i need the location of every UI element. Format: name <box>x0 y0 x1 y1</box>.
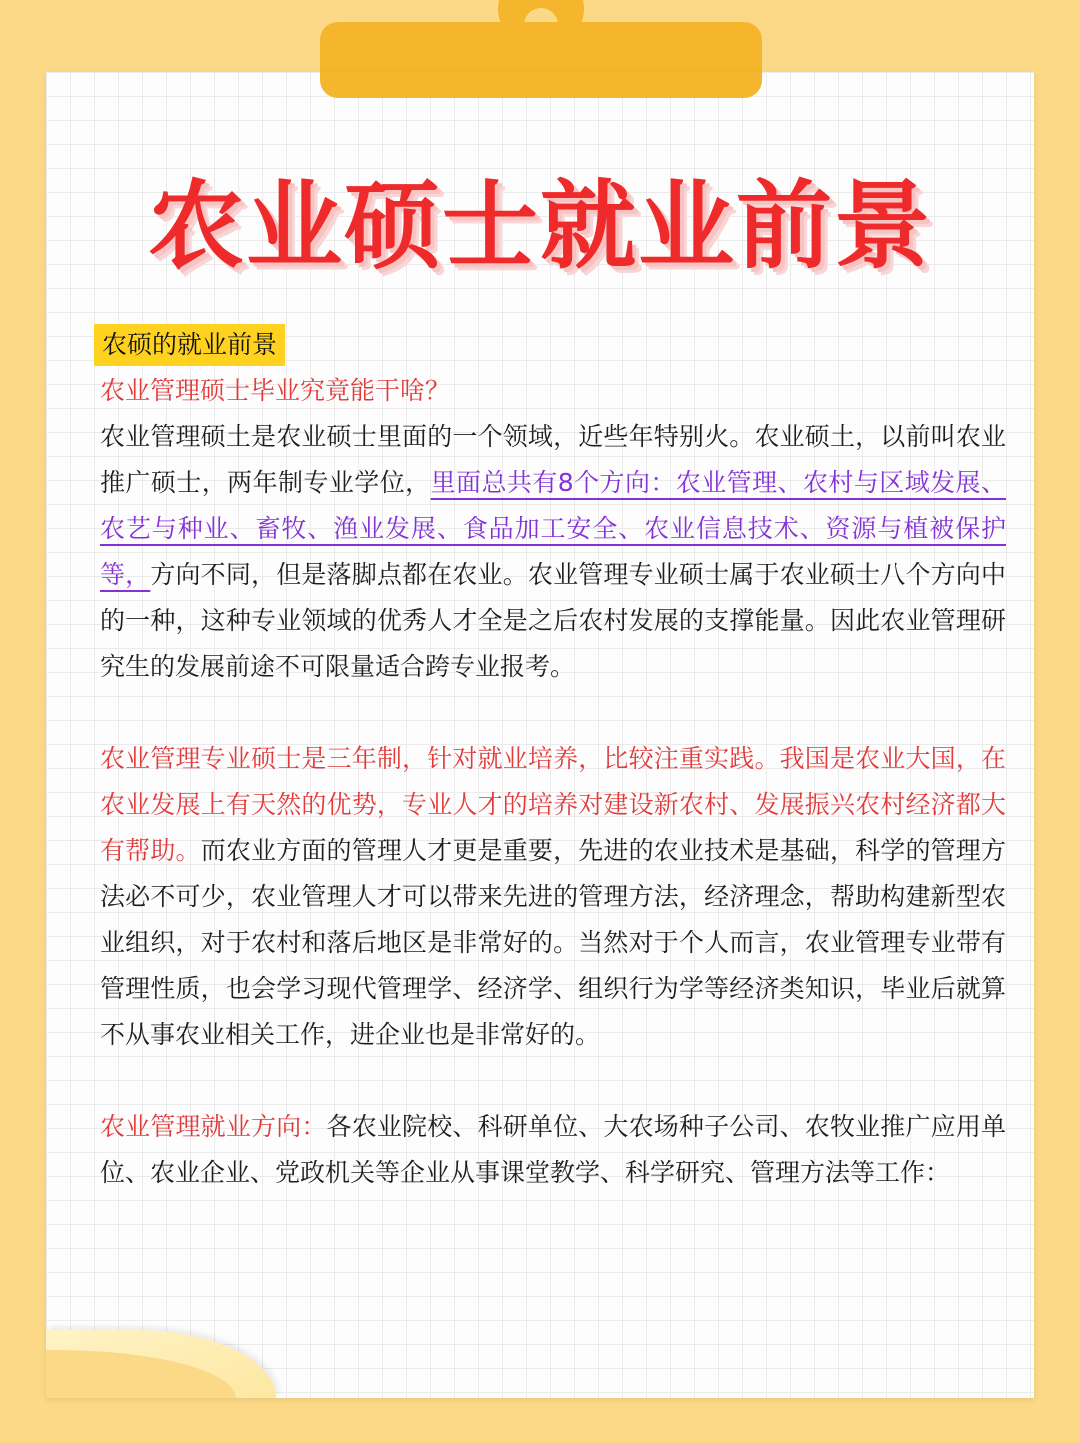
page-title: 农业硕士就业前景 <box>148 169 932 282</box>
paragraph-advantages-red: 农业管理专业硕士是三年制，针对就业培养，比较注重实践。我国是农业大国，在农业发展上有天然的优势，专业人才的培养对建设新农村、发展振兴农村经济都大有帮助。 <box>100 744 1006 865</box>
paragraph-advantages-text: 而农业方面的管理人才更是重要，先进的农业技术是基础，科学的管理方法必不可少，农业管理人才可以带来先进的管理方法，经济理念，帮助构建新型农业组织，对于农村和落后地区是非常好的。当然对于个人而言，农业管理专业带有管理性质，也会学习现代管理学、经济学、组织行为学等经济类知识，毕业后就算不从事农业相关工作，进企业也是非常好的。 <box>100 836 1006 1049</box>
directions-highlight: 里面总共有8个方向：农业管理、农村与区域发展、农艺与种业、畜牧、渔业发展、食品加工安全、农业信息技术、资源与植被保护等， <box>100 468 1006 589</box>
paragraph-intro-text-b: 方向不同，但是落脚点都在农业。农业管理专业硕士属于农业硕士八个方向中的一种，这种专业领域的优秀人才全是之后农村发展的支撑能量。因此农业管理研究生的发展前途不可限量适合跨专业报考。 <box>100 560 1006 681</box>
paragraph-career <box>100 1104 1006 1196</box>
subheading: 农业管理硕士毕业究竟能干啥？ <box>100 376 451 405</box>
article-body <box>100 322 1006 1196</box>
career-label: 农业管理就业方向： <box>100 1112 327 1141</box>
career-text: 各农业院校、科研单位、大农场种子公司、农牧业推广应用单位、农业企业、党政机关等企业从事课堂教学、科学研究、管理方法等工作： <box>100 1112 1006 1187</box>
paragraph-intro-text-a: 农业管理硕土是农业硕士里面的一个领域，近些年特别火。农业硕土，以前叫农业推广硕士，两年制专业学位， <box>100 422 1006 497</box>
paragraph-intro <box>100 414 1006 690</box>
section-tag: 农硕的就业前景 <box>94 324 285 366</box>
paragraph-advantages <box>100 736 1006 1058</box>
clip-tab-front <box>320 72 762 98</box>
spacer <box>100 690 1006 736</box>
spacer <box>100 1058 1006 1104</box>
